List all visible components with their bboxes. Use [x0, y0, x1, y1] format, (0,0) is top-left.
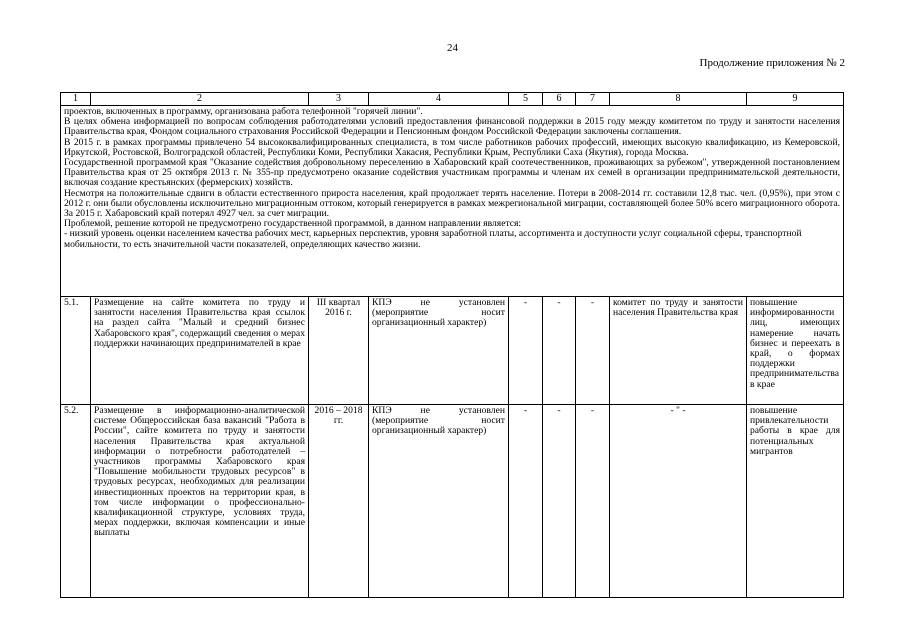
period-cell: 2016 – 2018 гг.	[309, 405, 369, 598]
row-number: 5.1.	[61, 297, 91, 405]
indicator-cell: КПЭ не установлен (мероприятие носит организационный характер)	[369, 297, 509, 405]
text-bullet: - низкий уровень оценки населением качества рабочих мест, карьерных перспектив, уровня заработной платы, ассортимента и доступности услуг социальной сферы, транспортной мобильности, то есть значительной части показателей, определяющих качество жизни.	[64, 228, 802, 250]
text-paragraph: В 2015 г. в рамках программы привлечено 54 высококвалифицированных специалиста, в том числе работников рабочих профессий, имеющих высокую квалификацию, из Кемеровской, Иркутской, Ростовской, Волгоградской областей, Республики Коми, Республики Хакасия, Республики Крым, Республики Саха (Якутия), города Москва.	[64, 136, 840, 158]
header-cell-9: 9	[747, 93, 844, 106]
value-cell-7: -	[576, 297, 610, 405]
header-cell-8: 8	[610, 93, 747, 106]
appendix-table	[60, 92, 844, 598]
text-block-row	[61, 106, 844, 297]
text-paragraph: Проблемой, решение которой не предусмотрено государственной программой, в данном направлении является:	[64, 218, 522, 230]
header-row	[61, 93, 844, 106]
table-row	[61, 297, 844, 405]
executor-cell: комитет по труду и занятости населения Правительства края	[610, 297, 747, 405]
row-number: 5.2.	[61, 405, 91, 598]
result-cell: повышение информированности лиц, имеющих намерение начать бизнес и переехать в край, о формах поддержки предпринимательства в крае	[747, 297, 844, 405]
text-block	[61, 106, 844, 297]
header-cell-2: 2	[91, 93, 309, 106]
value-cell-6: -	[543, 297, 576, 405]
measure-cell: Размещение на сайте комитета по труду и занятости населения Правительства края ссылок на раздел сайта "Малый и средний бизнес Хабаровского края", содержащий сведения о мерах поддержки начинающих предпринимателей в крае	[91, 297, 309, 405]
header-cell-7: 7	[576, 93, 610, 106]
table-row	[61, 405, 844, 598]
indicator-cell: КПЭ не установлен (мероприятие носит организационный характер)	[369, 405, 509, 598]
header-cell-3: 3	[309, 93, 369, 106]
text-paragraph: проектов, включенных в программу, организована работа телефонной "горячей линии".	[64, 106, 423, 117]
header-cell-4: 4	[369, 93, 509, 106]
value-cell-5: -	[509, 297, 543, 405]
value-cell-5: -	[509, 405, 543, 598]
text-paragraph: Несмотря на положительные сдвиги в области естественного прироста населения, край продолжает терять население. Потери в 2008-2014 гг. составили 12,8 тыс. чел. (0,95%), при этом с 2012 г. они были обусловлены исключительно миграционным оттоком, который генерируется в рамках межрегиональной миграции, составляющей более 50% всего миграционного оборота. За 2015 г. Хабаровский край потерял 4927 чел. за счет миграции.	[64, 187, 840, 220]
value-cell-6: -	[543, 405, 576, 598]
header-cell-1: 1	[61, 93, 91, 106]
measure-cell: Размещение в информационно-аналитической системе Общероссийская база вакансий "Работа в России", сайте комитета по труду и занятости населения Правительства края актуальной информации о потребности работодателей – участников программы Хабаровского края "Повышение мобильности трудовых ресурсов" в трудовых ресурсах, необходимых для реализации инвестиционных проектов на территории края, в том числе информации о профессионально-квалификационной структуре, условиях труда, мерах поддержки, включая компенсации и иные выплаты	[91, 405, 309, 598]
period-cell: III квартал 2016 г.	[309, 297, 369, 405]
executor-cell: - " -	[610, 405, 747, 598]
text-paragraph: Государственной программой края "Оказание содействия добровольному переселению в Хабаровский край соотечественников, проживающих за рубежом", утвержденной постановлением Правительства края от 25 октября 2013 г. № 355-пр предусмотрено оказание содействия участникам программы и членам их семей в организации предпринимательской деятельности, включая создание крестьянских (фермерских) хозяйств.	[64, 157, 840, 189]
text-paragraph: В целях обмена информацией по вопросам соблюдения работодателями условий предоставления финансовой поддержки в 2015 году между комитетом по труду и занятости населения Правительства края, Фондом социального страхования Российской Федерации и Пенсионным фондом Российской Федерации заключены соглашения.	[64, 116, 840, 138]
header-cell-6: 6	[543, 93, 576, 106]
result-cell: повышение привлекательности работы в крае для потенциальных мигрантов	[747, 405, 844, 598]
header-cell-5: 5	[509, 93, 543, 106]
page-number: 24	[447, 42, 458, 54]
value-cell-7: -	[576, 405, 610, 598]
continuation-title: Продолжение приложения № 2	[699, 57, 845, 69]
